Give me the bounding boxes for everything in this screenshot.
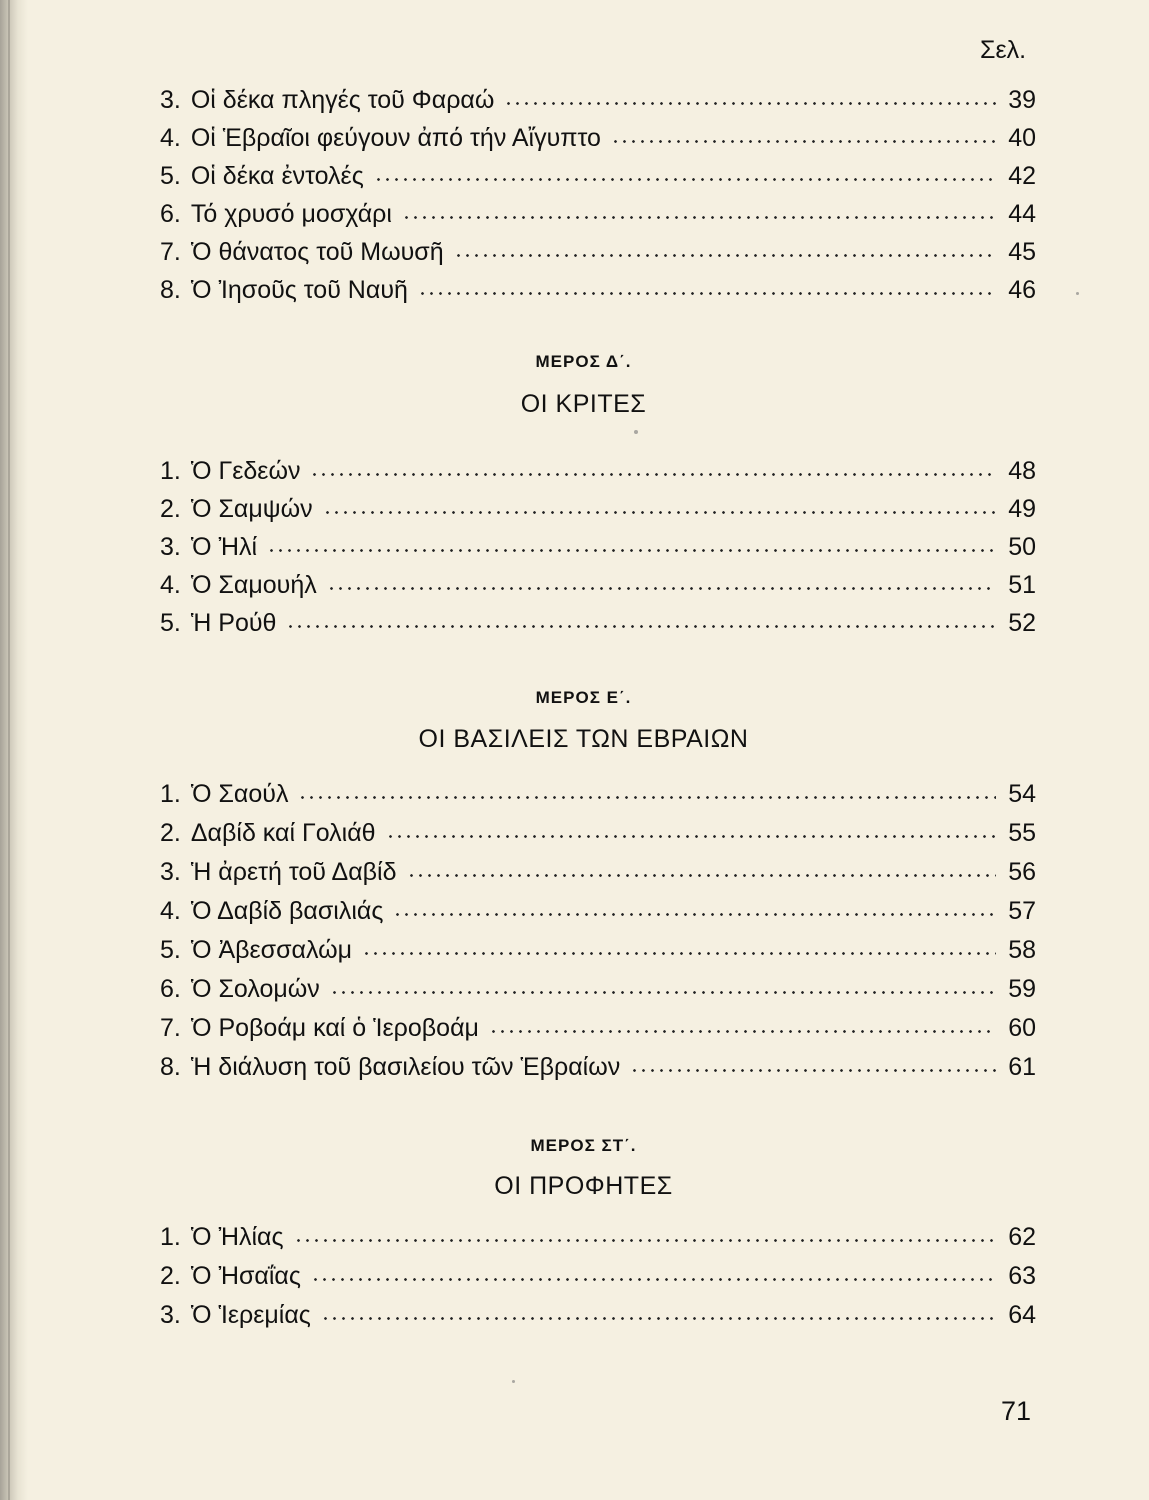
entry-title: Οἱ δέκα ἐντολές	[190, 162, 364, 190]
entry-title: Ὁ Σαούλ	[190, 780, 289, 808]
entry-page: 46	[1008, 276, 1036, 304]
dot-leader	[310, 453, 996, 479]
entry-page: 39	[1008, 86, 1036, 114]
toc-entry	[160, 1010, 1036, 1044]
dot-leader	[330, 971, 996, 997]
entry-number: 6.	[160, 975, 181, 1003]
entry-page: 59	[1008, 975, 1036, 1003]
entry-number: 5.	[160, 162, 181, 190]
entry-page: 62	[1008, 1223, 1036, 1251]
toc-entry	[160, 971, 1036, 1005]
entry-number: 7.	[160, 238, 181, 266]
toc-entry	[160, 234, 1036, 268]
entry-number: 4.	[160, 897, 181, 925]
entry-title: Ὁ Ἠσαΐας	[190, 1262, 301, 1290]
page-column-header: Σελ.	[980, 36, 1027, 64]
dot-leader	[323, 491, 996, 517]
dot-leader	[418, 272, 996, 298]
entry-page: 58	[1008, 936, 1036, 964]
dot-leader	[454, 234, 996, 260]
toc-entry	[160, 529, 1036, 563]
entry-title: Ὁ Ἱερεμίας	[190, 1301, 311, 1329]
entry-number: 8.	[160, 276, 181, 304]
entry-title: Ὁ θάνατος τοῦ Μωυσῆ	[190, 238, 444, 266]
entry-title: Ὁ Ἠλί	[190, 533, 258, 561]
entry-title: Ὁ Σαμουήλ	[190, 571, 317, 599]
entry-title: Οἱ δέκα πληγές τοῦ Φαραώ	[190, 86, 495, 114]
entry-page: 64	[1008, 1301, 1036, 1329]
entry-page: 48	[1008, 457, 1036, 485]
entry-page: 52	[1008, 609, 1036, 637]
dot-leader	[321, 1297, 996, 1323]
entry-page: 61	[1008, 1053, 1036, 1081]
toc-entry	[160, 158, 1036, 192]
toc-entry	[160, 776, 1036, 810]
entry-title: Οἱ Ἑβραῖοι φεύγουν ἀπό τήν Αἴγυπτο	[190, 124, 601, 152]
entry-number: 6.	[160, 200, 181, 228]
entry-page: 55	[1008, 819, 1036, 847]
toc-entry	[160, 567, 1036, 601]
entry-title: Ὁ Γεδεών	[190, 457, 301, 485]
entry-page: 57	[1008, 897, 1036, 925]
entry-page: 60	[1008, 1014, 1036, 1042]
dot-leader	[393, 893, 996, 919]
dot-leader	[327, 567, 996, 593]
entry-page: 56	[1008, 858, 1036, 886]
dot-leader	[489, 1010, 996, 1036]
toc-entry	[160, 815, 1036, 849]
entry-number: 4.	[160, 124, 181, 152]
part-title-prophets: ΟΙ ΠΡΟΦΗΤΕΣ	[494, 1172, 673, 1200]
toc-entry	[160, 453, 1036, 487]
entry-number: 5.	[160, 936, 181, 964]
entry-title: Ἡ Ρούθ	[190, 609, 277, 637]
toc-entry	[160, 491, 1036, 525]
toc-entry	[160, 854, 1036, 888]
entry-number: 3.	[160, 533, 181, 561]
toc-entry	[160, 120, 1036, 154]
ink-speck	[634, 430, 638, 434]
entry-number: 3.	[160, 1301, 181, 1329]
entry-page: 49	[1008, 495, 1036, 523]
entry-number: 4.	[160, 571, 181, 599]
entry-title: Ὁ Ἰησοῦς τοῦ Ναυῆ	[190, 276, 408, 304]
toc-entry	[160, 605, 1036, 639]
entry-number: 7.	[160, 1014, 181, 1042]
toc-entry	[160, 932, 1036, 966]
dot-leader	[386, 815, 996, 841]
toc-entry	[160, 1049, 1036, 1083]
dot-leader	[267, 529, 996, 555]
dot-leader	[402, 196, 996, 222]
dot-leader	[407, 854, 996, 880]
entry-title: Δαβίδ καί Γολιάθ	[190, 819, 376, 847]
entry-page: 42	[1008, 162, 1036, 190]
part-label-d: ΜΕΡΟΣ Δ΄.	[535, 352, 632, 371]
dot-leader	[294, 1219, 996, 1245]
toc-entry	[160, 196, 1036, 230]
dot-leader	[611, 120, 996, 146]
entry-number: 8.	[160, 1053, 181, 1081]
entry-title: Ὁ Ἀβεσσαλώμ	[190, 936, 353, 964]
dot-leader	[286, 605, 996, 631]
ink-speck	[1076, 292, 1079, 295]
dot-leader	[374, 158, 996, 184]
entry-page: 45	[1008, 238, 1036, 266]
entry-number: 3.	[160, 858, 181, 886]
entry-page: 54	[1008, 780, 1036, 808]
entry-number: 1.	[160, 1223, 181, 1251]
entry-title: Ὁ Σαμψών	[190, 495, 313, 523]
entry-page: 50	[1008, 533, 1036, 561]
entry-page: 63	[1008, 1262, 1036, 1290]
entry-page: 51	[1008, 571, 1036, 599]
entry-title: Ἡ ἀρετή τοῦ Δαβίδ	[190, 858, 397, 886]
part-label-e: ΜΕΡΟΣ Ε΄.	[535, 688, 632, 707]
entry-page: 44	[1008, 200, 1036, 228]
entry-number: 5.	[160, 609, 181, 637]
entry-title: Ὁ Σολομών	[190, 975, 320, 1003]
entry-title: Ὁ Δαβίδ βασιλιάς	[190, 897, 384, 925]
entry-title: Τό χρυσό μοσχάρι	[190, 200, 392, 228]
ink-speck	[512, 1380, 515, 1383]
entry-number: 2.	[160, 819, 181, 847]
part-title-judges: ΟΙ ΚΡΙΤΕΣ	[520, 390, 647, 418]
toc-entry	[160, 1297, 1036, 1331]
dot-leader	[362, 932, 996, 958]
dot-leader	[298, 776, 996, 802]
entry-number: 1.	[160, 457, 181, 485]
entry-number: 3.	[160, 86, 181, 114]
part-title-kings: ΟΙ ΒΑΣΙΛΕΙΣ ΤΩΝ ΕΒΡΑΙΩΝ	[418, 725, 749, 753]
part-label-st: ΜΕΡΟΣ ΣΤ΄.	[530, 1136, 637, 1155]
entry-number: 1.	[160, 780, 181, 808]
dot-leader	[630, 1049, 996, 1075]
entry-title: Ἡ διάλυση τοῦ βασιλείου τῶν Ἑβραίων	[190, 1053, 621, 1081]
toc-entry	[160, 893, 1036, 927]
dot-leader	[311, 1258, 996, 1284]
toc-entry	[160, 1219, 1036, 1253]
toc-entry	[160, 82, 1036, 116]
dot-leader	[504, 82, 996, 108]
entry-page: 40	[1008, 124, 1036, 152]
entry-title: Ὁ Ροβοάμ καί ὁ Ἱεροβοάμ	[190, 1014, 479, 1042]
entry-number: 2.	[160, 495, 181, 523]
toc-entry	[160, 1258, 1036, 1292]
entry-title: Ὁ Ἠλίας	[190, 1223, 284, 1251]
toc-entry	[160, 272, 1036, 306]
page-number: 71	[1001, 1396, 1032, 1426]
entry-number: 2.	[160, 1262, 181, 1290]
